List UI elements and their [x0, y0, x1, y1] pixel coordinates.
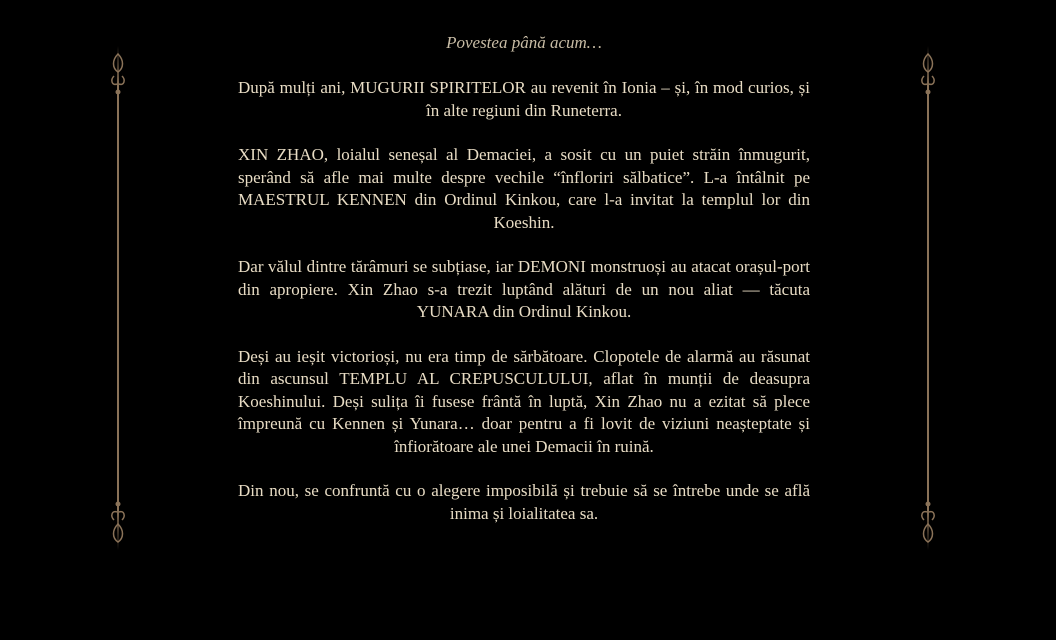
story-paragraph: Dar vălul dintre tărâmuri se subțiase, iar DEMONI monstruoși au atacat orașul-port din apropiere. Xin Zhao s-a trezit luptând alături de un nou aliat — tăcuta YUNARA din Ordinul Kinkou.	[238, 257, 810, 321]
story-paragraph: XIN ZHAO, loialul seneșal al Demaciei, a sosit cu un puiet străin înmugurit, sperând să afle mai multe despre vechile “înfloriri sălbatice”. L-a întâlnit pe MAESTRUL KENNEN din Ordinul Kinkou, care l-a invitat la templul lor din Koeshin.	[238, 145, 810, 232]
story-paragraph: Deși au ieșit victorioși, nu era timp de sărbătoare. Clopotele de alarmă au răsunat din ascunsul TEMPLU AL CREPUSCULULUI, aflat în munții de deasupra Koeshinului. Deși sulița îi fusese frântă în luptă, Xin Zhao nu a ezitat să plece împreună cu Kennen și Yunara… doar pentru a fi lovit de viziuni neașteptate și înfiorătoare ale unei Demacii în ruină.	[238, 346, 810, 456]
left-ornament-border-icon	[108, 46, 128, 550]
story-text-block	[238, 32, 810, 547]
story-paragraph: După mulți ani, MUGURII SPIRITELOR au revenit în Ionia – și, în mod curios, și în alte regiuni din Runeterra.	[238, 78, 810, 120]
story-paragraph: Din nou, se confruntă cu o alegere imposibilă și trebuie să se întrebe unde se află inima și loialitatea sa.	[238, 481, 810, 523]
right-ornament-border-icon	[918, 46, 938, 550]
story-heading: Povestea până acum…	[446, 33, 602, 52]
